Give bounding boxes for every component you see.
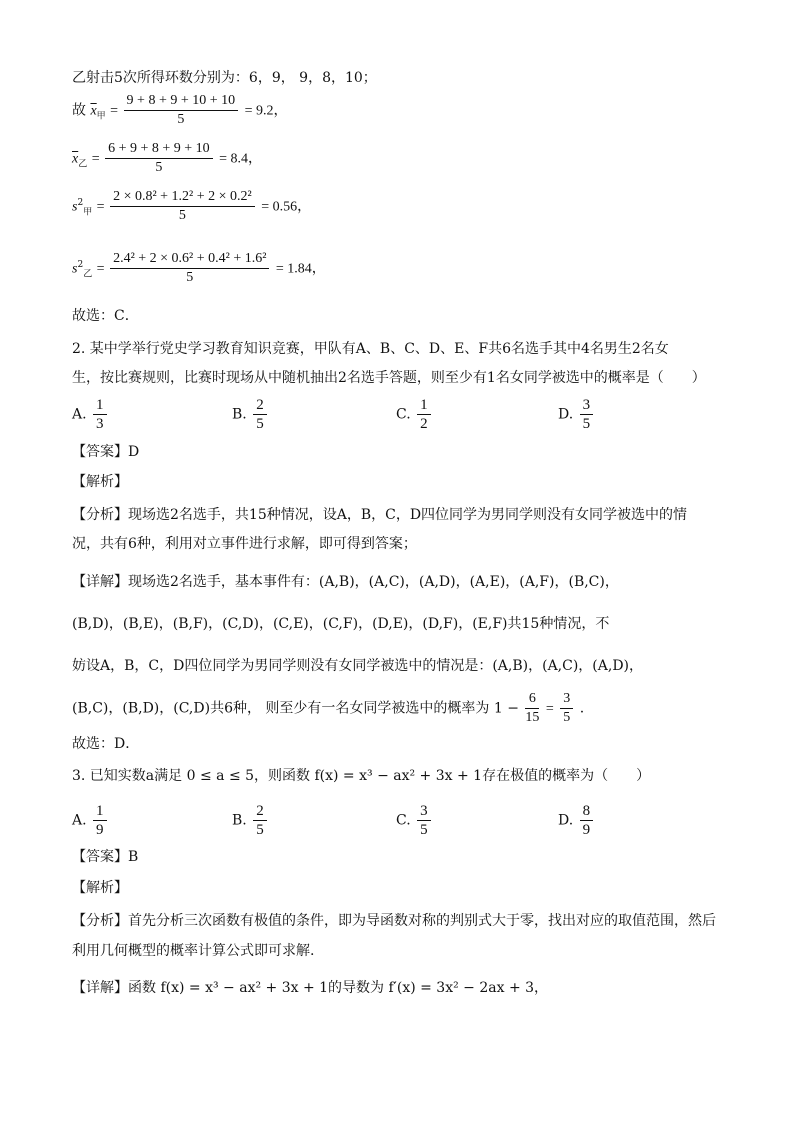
option-label: B.	[232, 406, 252, 423]
detail-text: (B,C)，(B,D)，(C,D)共6种， 则至少有一名女同学被选中的概率为 1 −	[72, 700, 519, 717]
option-d	[558, 396, 595, 433]
punct: ，	[248, 150, 263, 167]
detail-3-line: 【详解】函数 f(x) = x³ − ax² + 3x + 1的导数为 f′(x) = 3x² − 2ax + 3，	[72, 980, 549, 996]
frac-denominator: 5	[256, 822, 264, 838]
frac-denominator: 5	[186, 270, 194, 285]
frac-denominator: 5	[177, 112, 185, 127]
frac-denominator: 5	[582, 416, 591, 432]
analysis-label-3: 【解析】	[72, 880, 128, 896]
option-label: C.	[396, 406, 416, 423]
punct: ，	[297, 198, 312, 215]
detail-line-2: (B,D)，(B,E)，(B,F)，(C,D)，(C,E)，(C,F)，(D,E)，(D,F)，(E,F)共15种情况，不	[72, 616, 610, 632]
analysis-line-2: 况，共有6种，利用对立事件进行求解，即可得到答案；	[72, 536, 417, 552]
frac-denominator: 9	[582, 822, 591, 838]
frac-numerator: 3	[560, 690, 573, 709]
result: = 9.2	[244, 103, 274, 119]
question-2-line-2: 生，按比赛规则，比赛时现场从中随机抽出2名选手答题，则至少有1名女同学被选中的概率是（ ）	[72, 370, 706, 386]
frac-denominator: 5	[256, 416, 264, 432]
option-label: D.	[558, 812, 578, 829]
result: = 8.4	[219, 151, 249, 167]
frac-numerator: 3	[417, 802, 431, 821]
choice-line-2: 故选：D．	[72, 736, 140, 752]
detail-line-4	[72, 690, 584, 727]
variance-jia-formula: $s^2_甲$ = $\frac{\text{2 × 0.8² + 1.2² + 2 × 0.2²}}{5}$ = 0.56，	[72, 189, 312, 223]
frac-numerator: 1	[417, 396, 431, 415]
option-fraction	[93, 396, 107, 433]
punct: ，	[273, 102, 288, 119]
choice-line: 故选：C．	[72, 308, 139, 324]
detail-line-3: 妨设A，B，C，D四位同学为男同学则没有女同学被选中的情况是：(A,B)，(A,C)，(A,D)，	[72, 658, 644, 674]
analysis-3-line-1: 【分析】首先分析三次函数有极值的条件，即为导函数对称的判别式大于零，找出对应的取值范围，然后	[72, 913, 716, 929]
variance-yi-formula: $s^2_乙$ = $\frac{\text{2.4² + 2 × 0.6² + 0.4² + 1.6²}}{5}$ = 1.84，	[72, 251, 326, 285]
frac-denominator: 5	[563, 710, 571, 725]
analysis-3-line-2: 利用几何概型的概率计算公式即可求解.	[72, 943, 315, 959]
frac-numerator: 6 + 9 + 8 + 9 + 10	[105, 140, 213, 159]
score-line: 乙射击5次所得环数分别为：6，9， 9，8，10；	[72, 70, 377, 86]
mean-subscript: 甲	[96, 111, 106, 122]
mean-symbol: $\overline{x}$	[72, 151, 79, 167]
option-a	[72, 802, 109, 839]
option-fraction	[417, 802, 431, 839]
frac-numerator: 2	[253, 396, 267, 415]
option-label: B.	[232, 812, 252, 829]
answer-label: 【答案】D	[72, 444, 140, 460]
frac-denominator: 9	[96, 822, 104, 838]
frac-numerator: 6	[525, 690, 539, 709]
option-label: A.	[72, 406, 92, 423]
equals: =	[545, 701, 554, 717]
punct: .	[579, 700, 585, 717]
detail-line-1: 【详解】现场选2名选手，基本事件有：(A,B)，(A,C)，(A,D)，(A,E)，(A,F)，(B,C)，	[72, 574, 619, 590]
option-fraction	[580, 802, 594, 839]
option-fraction	[253, 802, 267, 839]
frac-numerator: 2.4² + 2 × 0.6² + 0.4² + 1.6²	[110, 250, 269, 269]
option-b	[232, 802, 269, 839]
frac-denominator: 3	[96, 416, 104, 432]
frac-numerator: 9 + 8 + 9 + 10 + 10	[124, 92, 239, 111]
mean-subscript: 乙	[78, 159, 88, 170]
frac-denominator: 15	[525, 710, 540, 725]
result: = 1.84	[275, 261, 312, 277]
option-fraction	[417, 396, 431, 433]
result: = 0.56	[261, 199, 298, 215]
frac-denominator: 2	[420, 416, 428, 432]
option-label: D.	[558, 406, 578, 423]
mean-symbol: $\overline{x}$	[90, 103, 97, 119]
frac-denominator: 5	[155, 160, 163, 175]
frac-numerator: 1	[93, 802, 107, 821]
frac-numerator: 2 × 0.8² + 1.2² + 2 × 0.2²	[110, 188, 255, 207]
option-b	[232, 396, 269, 433]
question-3-line: 3. 已知实数a满足 0 ≤ a ≤ 5，则函数 f(x) = x³ − ax² + 3x + 1存在极值的概率为（ ）	[72, 768, 651, 784]
option-d	[558, 802, 595, 839]
option-fraction	[93, 802, 107, 839]
prefix-text: 故	[72, 102, 86, 119]
frac-numerator: 2	[253, 802, 267, 821]
option-label: A.	[72, 812, 92, 829]
frac-denominator: 5	[420, 822, 428, 838]
frac-numerator: 8	[580, 802, 594, 821]
option-c	[396, 802, 433, 839]
option-fraction	[580, 396, 594, 433]
frac-numerator: 1	[93, 396, 107, 415]
question-2-line-1: 2. 某中学举行党史学习教育知识竞赛，甲队有A、B、C、D、E、F共6名选手其中4名男生2名女	[72, 341, 669, 357]
frac-numerator: 3	[580, 396, 594, 415]
mean-yi-formula: $\overline{x}_乙$ = $\frac{6 + 9 + 8 + 9 + 10}{5}$ = 8.4，	[72, 141, 263, 175]
option-a	[72, 396, 109, 433]
option-label: C.	[396, 812, 416, 829]
punct: ，	[311, 260, 326, 277]
option-fraction	[253, 396, 267, 433]
analysis-line-1: 【分析】现场选2名选手，共15种情况，设A，B，C，D四位同学为男同学则没有女同学被选中的情	[72, 507, 688, 523]
frac-denominator: 5	[178, 208, 186, 223]
option-c	[396, 396, 433, 433]
answer-label-3: 【答案】B	[72, 849, 139, 865]
mean-jia-formula: 故 $\overline{x}_甲$ = $\frac{9 + 8 + 9 + 10 + 10}{5}$ = 9.2，	[72, 93, 288, 127]
analysis-label: 【解析】	[72, 474, 128, 490]
